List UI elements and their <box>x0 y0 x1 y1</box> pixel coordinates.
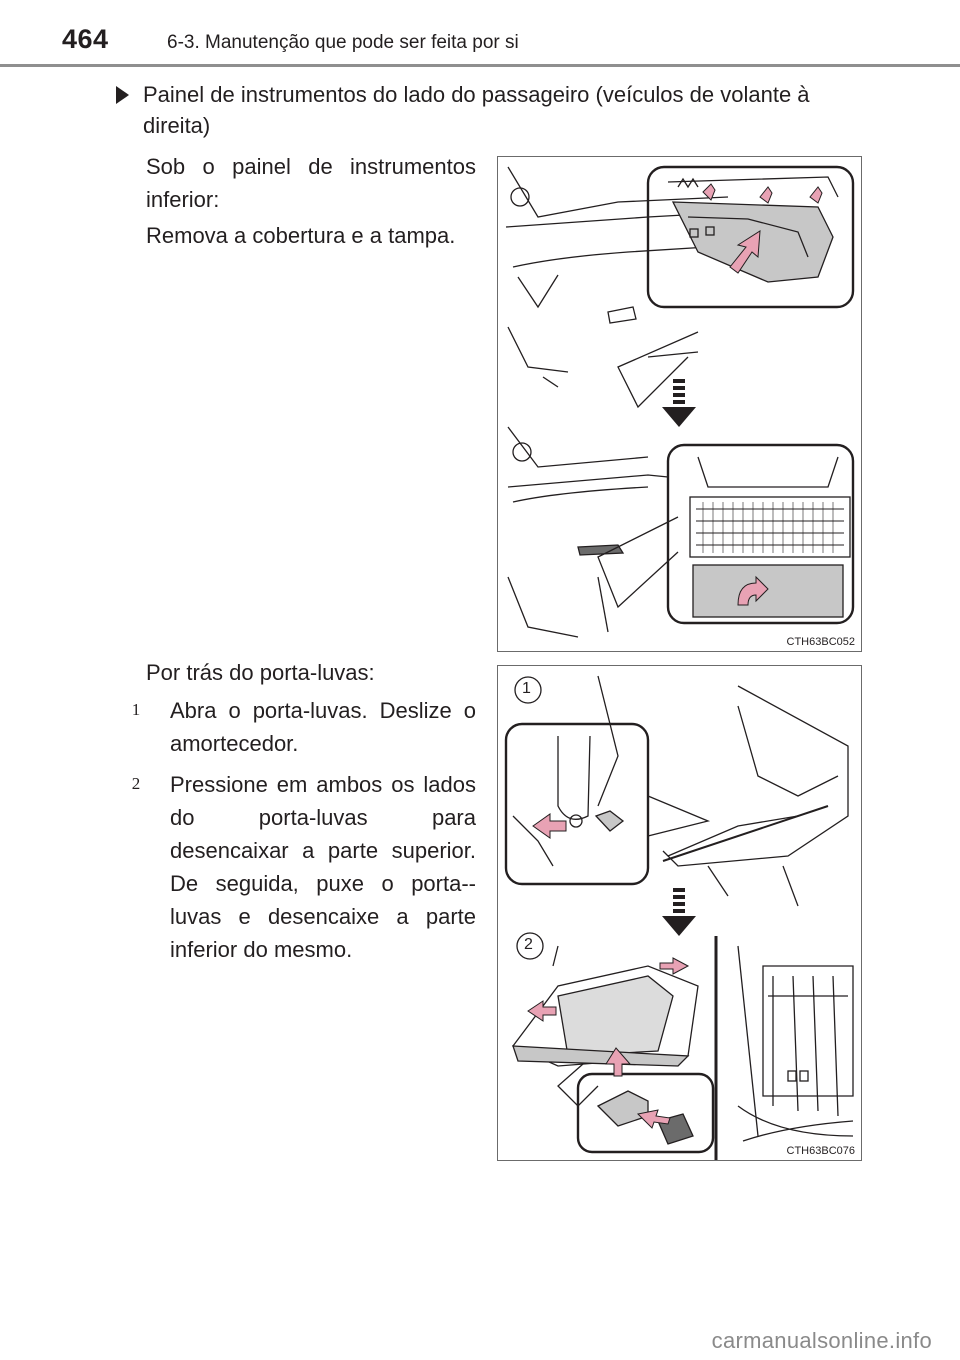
step-text-1: Abra o porta-luvas. Deslize o amortecedor. <box>170 698 476 756</box>
page-number: 464 <box>62 24 109 54</box>
step-number-2: 2 <box>131 774 141 793</box>
subsection-heading: Painel de instrumentos do lado do passageiro (veículos de volante à direita) <box>143 82 810 138</box>
instruction-under-panel: Sob o painel de instrumentos inferior: <box>146 154 476 212</box>
illustration-glovebox <box>498 666 861 1160</box>
section-title: 6-3. Manutenção que pode ser feita por si <box>167 32 519 53</box>
header-divider <box>0 64 960 67</box>
callout-2: 2 <box>524 936 533 953</box>
instruction-behind-glovebox: Por trás do porta-luvas: <box>146 660 375 685</box>
triangle-bullet-icon <box>116 86 129 104</box>
callout-1: 1 <box>522 680 531 697</box>
instruction-remove-cover: Remova a cobertura e a tampa. <box>146 223 456 248</box>
step-text-2: Pressione em ambos os lados do porta-luvas para desencaixar a parte superior. De seguida, puxe o porta--luvas e desencaixe a parte inferior do mesmo. <box>170 772 476 962</box>
figure-code: CTH63BC076 <box>786 1145 855 1157</box>
figure-code: CTH63BC052 <box>786 636 855 648</box>
figure-remove-cover <box>497 156 862 652</box>
page-header <box>0 0 960 66</box>
figure-glovebox-removal <box>497 665 862 1161</box>
illustration-cover-and-lid <box>498 157 861 651</box>
site-watermark: carmanualsonline.info <box>711 1328 932 1353</box>
step-number-1: 1 <box>131 700 141 719</box>
